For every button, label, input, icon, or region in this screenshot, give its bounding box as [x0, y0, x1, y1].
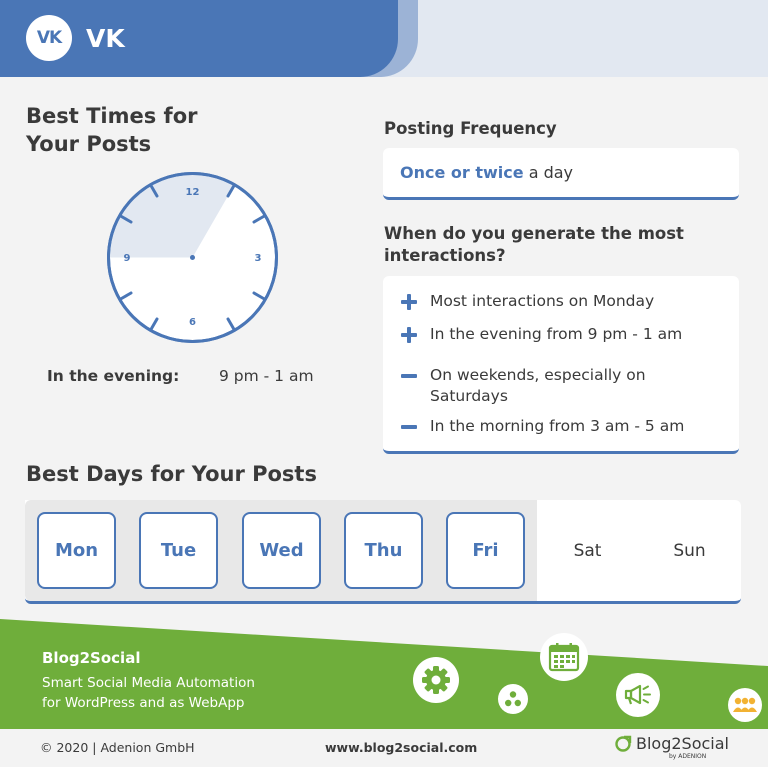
plus-icon — [401, 327, 417, 343]
day-sun: Sun — [673, 540, 706, 561]
gear-icon — [413, 657, 459, 703]
users-icon — [728, 688, 762, 722]
copyright: © 2020 | Adenion GmbH — [40, 740, 195, 755]
best-days-card — [25, 500, 741, 604]
posting-frequency-card — [383, 148, 739, 200]
clock-number-9: 9 — [123, 253, 131, 264]
logo-name: Blog2Social — [636, 734, 729, 753]
blog2social-logo-icon — [614, 735, 632, 753]
day-wed: Wed — [242, 512, 321, 589]
interactions-heading: When do you generate the most interactions? — [384, 224, 684, 265]
day-tue: Tue — [139, 512, 218, 589]
day-thu: Thu — [344, 512, 423, 589]
clock-center — [190, 255, 195, 260]
footer-tagline: Smart Social Media Automation for WordPress and as WebApp — [42, 675, 255, 711]
list-item: In the evening from 9 pm - 1 am — [401, 324, 730, 345]
calendar-icon — [540, 633, 588, 681]
interactions-card — [383, 276, 739, 454]
best-days-heading: Best Days for Your Posts — [26, 462, 317, 486]
network-icon — [498, 684, 528, 714]
list-item: On weekends, especially on Saturdays — [401, 365, 690, 407]
header-title: VK — [86, 24, 125, 53]
list-item: In the morning from 3 am - 5 am — [401, 416, 730, 437]
megaphone-icon — [616, 673, 660, 717]
blog2social-logo — [614, 734, 729, 760]
footer-brand: Blog2Social — [42, 649, 141, 667]
evening-value: 9 pm - 1 am — [219, 367, 314, 385]
posting-frequency-heading: Posting Frequency — [384, 119, 557, 138]
minus-icon — [401, 419, 417, 435]
clock-number-6: 6 — [189, 317, 196, 328]
posting-frequency-value: Once or twice a day — [400, 163, 574, 182]
minus-icon — [401, 368, 417, 384]
clock-number-12: 12 — [185, 187, 200, 198]
vk-logo-icon: VK — [26, 15, 72, 61]
clock-icon — [105, 170, 280, 345]
plus-icon — [401, 294, 417, 310]
day-mon: Mon — [37, 512, 116, 589]
clock-number-3: 3 — [254, 253, 262, 264]
evening-label: In the evening: — [47, 367, 180, 385]
logo-subtitle: by ADENION — [669, 753, 707, 760]
website-link[interactable]: www.blog2social.com — [325, 740, 478, 755]
day-fri: Fri — [446, 512, 525, 589]
day-sat: Sat — [573, 540, 602, 561]
best-times-heading: Best Times for Your Posts — [26, 104, 198, 156]
list-item: Most interactions on Monday — [401, 291, 730, 312]
